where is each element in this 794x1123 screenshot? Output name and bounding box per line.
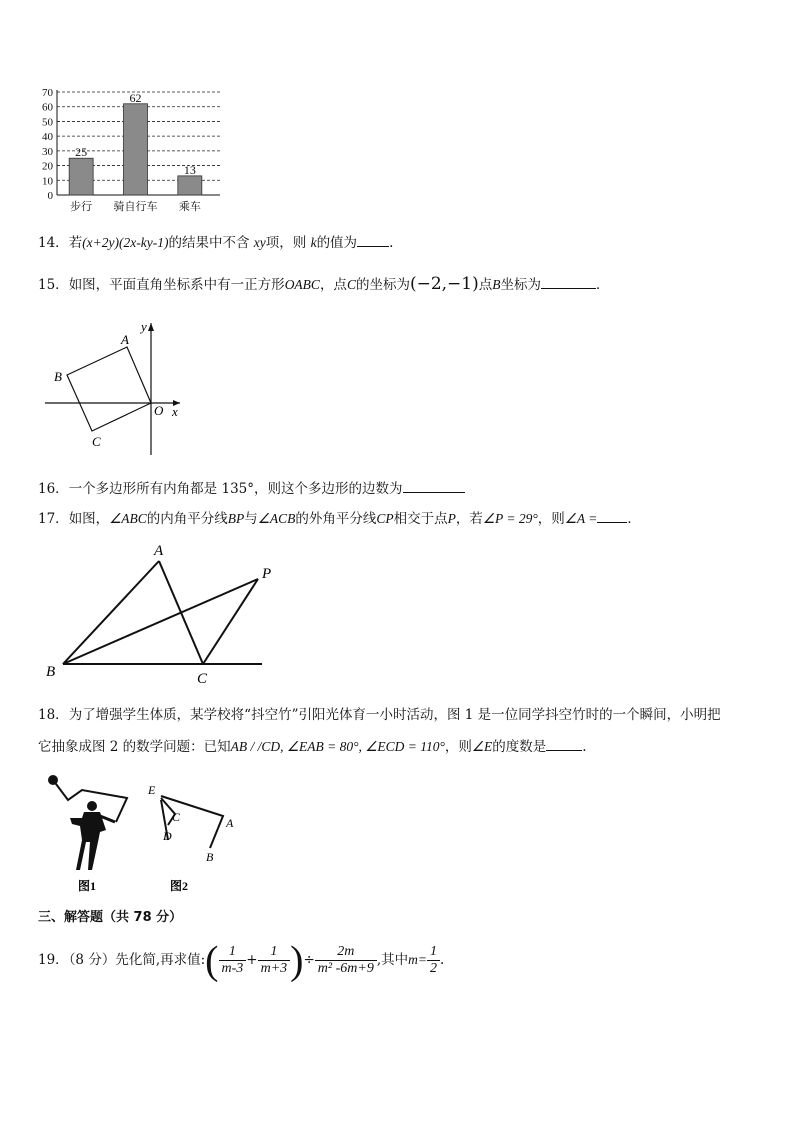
y-tick-label: 70 <box>42 87 53 99</box>
label-p: P <box>262 566 272 582</box>
label-c: C <box>197 671 208 687</box>
label-x: x <box>172 404 178 419</box>
fraction-1: $\frac{1}{m-3}$ <box>219 944 247 977</box>
bar-chart <box>30 80 230 220</box>
question-18-line-1: 18．为了增强学生体质，某学校将“抖空竹”引阳光体育一小时活动，图 1 是一位同学抖空竹时的一个瞬间，小明把 <box>38 707 721 723</box>
answer-blank[interactable] <box>597 508 627 523</box>
label-a: A <box>121 332 129 347</box>
bar <box>124 104 148 195</box>
label-a: A <box>154 543 164 559</box>
fig2-caption: 图2 <box>170 879 189 893</box>
label-b: B <box>206 850 214 864</box>
answer-blank[interactable] <box>541 274 596 289</box>
question-16: 16．一个多边形所有内角都是 135°，则这个多边形的边数为 <box>38 478 465 499</box>
bar <box>69 158 93 195</box>
y-tick-label: 60 <box>42 101 53 114</box>
data-label: 13 <box>183 162 196 177</box>
square <box>67 347 151 431</box>
label-o: O <box>154 403 164 418</box>
question-17: 17．如图，∠ABC的内角平分线BP与∠ACB的外角平分线CP相交于点P，若∠P = 29°，则∠A = ． <box>38 508 641 529</box>
label-y: y <box>141 319 147 334</box>
square-oabc-figure <box>40 315 200 460</box>
label-b: B <box>54 369 62 384</box>
diabolo-figures <box>40 770 240 900</box>
label-e: E <box>148 783 156 797</box>
label-b: B <box>46 664 56 680</box>
fraction-3: $\frac{2m}{\text{m² -6m+9}}$ <box>315 944 377 977</box>
y-tick-label: 20 <box>42 160 53 173</box>
category-label: 骑自行车 <box>113 201 158 213</box>
y-arrow-icon <box>148 323 154 331</box>
y-tick-label: 50 <box>42 116 53 129</box>
data-label: 25 <box>75 145 88 160</box>
category-label: 步行 <box>70 201 93 213</box>
q15-coordinate: (−2,−1) <box>409 274 479 294</box>
label-d: D <box>163 829 172 843</box>
label-c: C <box>92 434 101 449</box>
fraction-2: $\frac{1}{m+3}$ <box>258 944 291 977</box>
question-19: 19．（8 分）先化简,再求值:( $\frac{1}{m-3}$ + $\frac{1}{m+3}$ )÷ $\frac{2m}{\text{m² -6m+9}}$ ,其中m= $\frac{1}{2}$ . <box>38 937 445 983</box>
answer-blank[interactable] <box>357 232 389 247</box>
category-label: 乘车 <box>178 201 201 213</box>
y-tick-label: 0 <box>47 190 53 202</box>
bar <box>178 176 202 195</box>
fig1-caption: 图1 <box>78 879 97 893</box>
section-3-heading: 三、解答题（共 78 分） <box>38 910 183 925</box>
data-label: 62 <box>129 90 142 105</box>
fraction-4: $\frac{1}{2}$ <box>427 944 440 977</box>
student-silhouette-icon <box>48 775 127 870</box>
q14-expression: (x+2y)(2x-ky-1) <box>82 235 169 250</box>
answer-blank[interactable] <box>403 478 465 493</box>
question-15: 15．如图，平面直角坐标系中有一正方形OABC，点C的坐标为(−2,−1)点B坐标为 ． <box>38 274 610 294</box>
line-ba <box>63 561 159 664</box>
question-18-line-2: 它抽象成图 2 的数学问题：已知AB / /CD, ∠EAB = 80°, ∠ECD = 110°，则∠E的度数是 . <box>38 736 587 757</box>
y-tick-label: 10 <box>42 175 53 188</box>
label-c: C <box>172 810 181 824</box>
question-14: 14．若(x+2y)(2x-ky-1)的结果中不含 xy项，则 k的值为 . <box>38 232 393 253</box>
label-a: A <box>226 816 234 830</box>
line-bp <box>63 579 258 664</box>
triangle-bisector-figure <box>40 538 280 688</box>
answer-blank[interactable] <box>546 736 582 751</box>
y-tick-label: 40 <box>42 131 53 144</box>
y-tick-label: 30 <box>42 145 53 158</box>
